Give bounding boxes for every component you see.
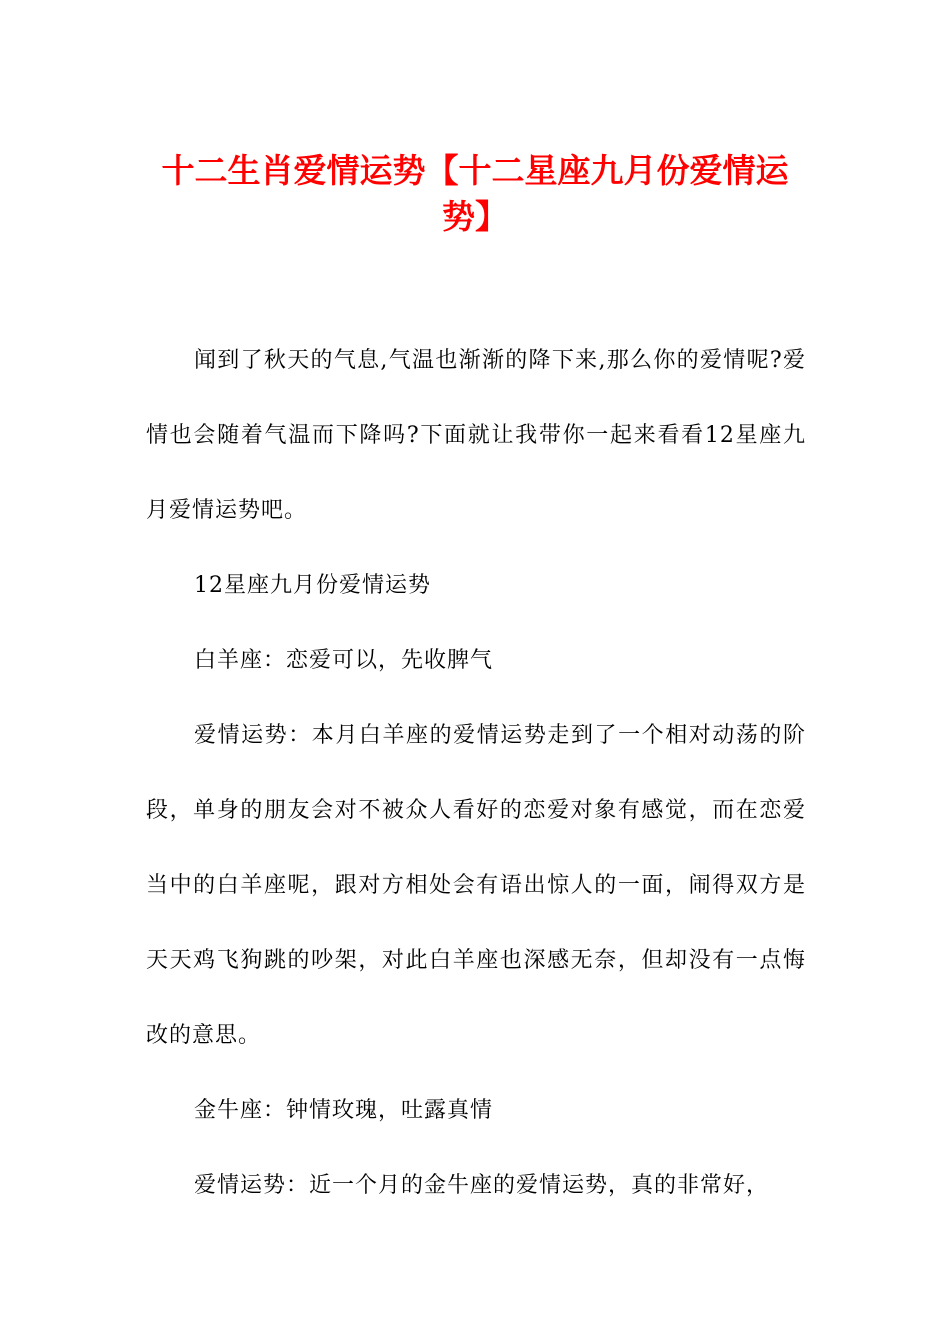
- document-title: 十二生肖爱情运势【十二星座九月份爱情运势】: [161, 151, 789, 236]
- paragraph-taurus-text: 爱情运势：近一个月的金牛座的爱情运势，真的非常好，: [194, 1173, 770, 1198]
- paragraph-aries-title: 白羊座：恋爱可以，先收脾气: [194, 648, 494, 673]
- paragraph-taurus-title: 金牛座：钟情玫瑰，吐露真情: [194, 1098, 494, 1123]
- document-body: [146, 323, 806, 1223]
- paragraph-aries-text: 爱情运势：本月白羊座的爱情运势走到了一个相对动荡的阶段，单身的朋友会对不被众人看好的恋爱对象有感觉，而在恋爱当中的白羊座呢，跟对方相处会有语出惊人的一面，闹得双方是天天鸡飞狗跳的吵架，对此白羊座也深感无奈，但却没有一点悔改的意思。: [146, 723, 806, 1048]
- paragraph-intro: 闻到了秋天的气息,气温也渐渐的降下来,那么你的爱情呢?爱情也会随着气温而下降吗?下面就让我带你一起来看看12星座九月爱情运势吧。: [146, 348, 806, 523]
- paragraph-heading: 12星座九月份爱情运势: [194, 573, 431, 598]
